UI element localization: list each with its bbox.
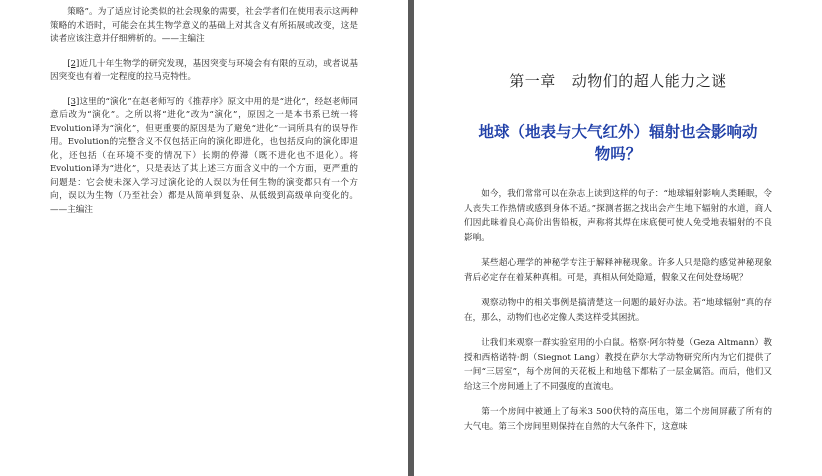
- chapter-heading: [464, 70, 772, 91]
- footnote-2: [50, 58, 358, 85]
- section-title: 地球（地表与大气红外）辐射也会影响动物吗？: [478, 123, 758, 163]
- left-page: [0, 0, 408, 476]
- body-paragraph: 如今，我们常常可以在杂志上读到这样的句子：“地球辐射影响人类睡眠，令人丧失工作热情或感到身体不适。”探测者据之找出会产生地下辐射的水道，商人们因此昧着良心高价出售铅板，声称将其焊在床底便可使人免受地表辐射的不良影响。: [464, 189, 772, 243]
- body-paragraph: 让我们来观察一群实验室用的小白鼠。格察·阿尔特曼（Geza Altmann）教授和西格诺特·朗（Siegnot Lang）教授在萨尔大学动物研究所内为它们提供了一间“三居室”，每个房间的天花板上和地毯下都粘了一层金属箔。而后，他们又给这三个房间通上了不同强度的直流电。: [464, 338, 772, 392]
- footnote-3-ref[interactable]: [3]: [67, 96, 80, 107]
- body-paragraph: 第一个房间中被通上了每米3 500伏特的高压电，第二个房间屏蔽了所有的大气电。第三个房间里则保持在自然的大气条件下，这意味: [464, 407, 772, 432]
- right-page: [414, 0, 822, 476]
- footnote-2-text: 近几十年生物学的研究发现，基因突变与环境会有有限的互动，或者说基因突变也有着一定程度的拉马克特性。: [50, 58, 358, 82]
- chapter-body: [464, 187, 772, 434]
- footnote-continuation: 策略”。为了适应讨论类似的社会现象的需要，社会学者们在使用表示这两种策略的术语时，可能会在其生物学意义的基础上对其含义有所拓展或改变，这是读者应该注意并仔细辨析的。——主编注: [50, 7, 358, 44]
- footnote-3: [50, 96, 358, 218]
- body-paragraph: 某些超心理学的神秘学专注于解释神秘现象。许多人只是隐约感觉神秘现象背后必定存在着某种真相。可是，真相从何处隐遁，假象又在何处登场呢？: [464, 258, 772, 283]
- body-paragraph: 观察动物中的相关事例是搞清楚这一问题的最好办法。若“地球辐射”真的存在，那么，动物们也必定像人类这样受其困扰。: [464, 298, 772, 323]
- footnote-2-ref[interactable]: [2]: [67, 58, 80, 69]
- chapter-title: 动物们的超人能力之谜: [571, 72, 727, 90]
- chapter-label: 第一章: [509, 72, 556, 90]
- footnote-3-text: 这里的“演化”在赵老师写的《推荐序》原文中用的是“进化”，经赵老师同意后改为“演化”。之所以将“进化”改为“演化”，原因之一是本书系已统一将Evolution译为“演化”，但更重要的原因是为了避免“进化”一词所具有的误导作用。Evolution的完整含义不仅包括正向的演化即进化，也包括反向的演化即退化，还包括（在环境不变的情况下）长期的停滞（既不进化也不退化）。将Evolution译为“进化”，只是表达了其上述三方面含义中的一个方面，更严重的问题是：它会使未深入学习过演化论的人误以为任何生物的演变都只有一个方向，误以为生物（乃至社会）都是从简单到复杂、从低级到高级单向变化的。——主编注: [50, 96, 358, 215]
